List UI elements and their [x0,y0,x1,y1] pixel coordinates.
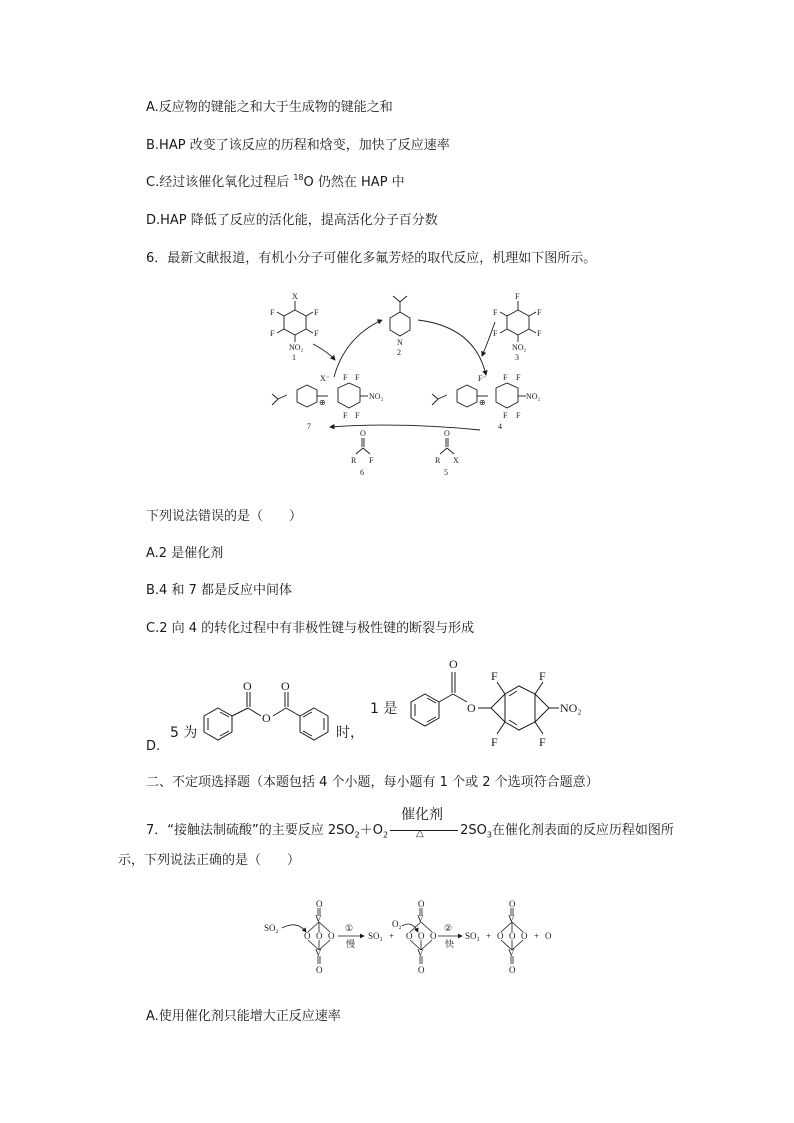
q6-option-d-part2: 时， [336,725,364,741]
atom-no2: NO₂ [369,392,384,401]
atom-o: O [316,965,323,975]
atom-o: O [262,711,271,725]
q5-option-c-text: C.经过该催化氧化过程后 [146,175,294,190]
atom-o: O [449,657,458,671]
compound-label-7: 7 [307,422,311,431]
q7-option-a: A.使用催化剂只能增大正反应速率 [146,1009,341,1024]
atom-x: X [453,456,459,465]
atom-o: O [509,931,516,941]
compound-label-6: 6 [360,468,364,477]
atom-x-1: X [292,292,298,301]
atom-f: F [516,373,521,382]
atom-f: F [503,373,508,382]
q6-option-a: A.2 是催化剂 [146,546,224,561]
q6-stem: 6．最新文献报道，有机小分子可催化多氟芳烃的取代反应，机理如下图所示。 [146,251,597,266]
compound-label-5: 5 [444,468,448,477]
atom-f: F [503,411,508,420]
atom-o: O [430,931,437,941]
q6-option-d-part3: 1 是 [370,701,398,717]
ester-structure [405,650,595,758]
atom-no2: NO₂ [512,343,527,352]
atom-r: R [351,456,357,465]
atom-f: F [270,329,275,338]
atom-o: O [467,701,476,715]
plus-sign: + [534,931,540,941]
plus-sign: + [389,931,395,941]
equilibrium-arrow [390,830,458,831]
atom-o: O [545,931,552,941]
compound-label-3: 3 [515,353,519,362]
atom-o: O [509,965,516,975]
atom-f: F [343,411,348,420]
atom-o: O [360,429,366,438]
atom-o: O [406,931,413,941]
atom-o: O [418,931,425,941]
atom-v: V [315,914,322,924]
so3-label: SO₃ [368,931,383,941]
subscript: 2 [354,830,360,840]
isotope-superscript: 18 [293,173,304,182]
positive-charge: ⊕ [319,398,326,407]
compound-label-4: 4 [498,422,502,431]
subscript: 2 [382,830,389,840]
q6-option-c: C.2 向 4 的转化过程中有非极性键与极性键的断裂与形成 [146,621,475,636]
so3-label: SO₃ [465,931,480,941]
step-2-label: ② [444,923,453,933]
q5-option-a: A.反应物的键能之和大于生成物的键能之和 [146,100,393,115]
atom-f: F [355,373,360,382]
atom-f: F [314,329,319,338]
atom-no2: NO₂ [526,392,541,401]
step-1-label: ① [345,923,354,933]
atom-o: O [418,965,425,975]
q5-option-c-text-end: O 仍然在 HAP 中 [303,175,405,190]
atom-f: F [493,308,498,317]
atom-f: F [270,308,275,317]
atom-no2: NO₂ [560,701,582,715]
section-2-heading: 二、不定项选择题（本题包括 4 个小题，每小题有 1 个或 2 个选项符合题意） [146,775,599,790]
atom-f: F [539,735,546,749]
atom-o: O [444,429,450,438]
atom-f: F [493,329,498,338]
atom-o: O [497,931,504,941]
atom-x-minus: X⁻ [320,374,330,383]
q6-option-d-letter: D. [146,739,161,754]
q6-option-b: B.4 和 7 都是反应中间体 [146,583,292,598]
catalyst-label: 催化剂 [401,807,443,823]
subscript: 3 [486,830,492,840]
atom-o: O [316,931,323,941]
atom-v: V [417,914,424,924]
atom-f: F [491,735,498,749]
atom-v: V [508,914,515,924]
atom-v: V [315,948,322,958]
atom-r: R [435,456,441,465]
step-2-speed: 快 [445,939,455,949]
atom-f: F [369,456,374,465]
q6-question: 下列说法错误的是（ ） [146,509,303,524]
q6-mechanism-diagram [250,282,550,482]
positive-charge: ⊕ [479,398,486,407]
atom-f: F [491,669,498,683]
q5-option-c [146,174,405,193]
atom-o: O [328,931,335,941]
q7-stem-line2: 示，下列说法正确的是（ ） [118,853,301,868]
atom-f: F [537,308,542,317]
step-1-speed: 慢 [346,939,356,949]
atom-f: F [515,292,520,301]
atom-v: V [508,948,515,958]
atom-f: F [355,411,360,420]
q7-product: 2SO [460,823,487,838]
so2-label: SO₂ [264,923,279,933]
atom-o: O [243,679,252,693]
q5-option-d: D.HAP 降低了反应的活化能，提高活化分子百分数 [146,213,438,228]
q7-eq-mid: ＋O [359,823,383,838]
atom-o: O [509,899,516,909]
heat-label: △ [416,828,424,839]
atom-f-minus: F⁻ [478,374,487,383]
atom-o: O [281,679,290,693]
atom-f: F [343,373,348,382]
atom-f: F [314,308,319,317]
plus-sign: + [486,931,492,941]
compound-label-1: 1 [292,353,296,362]
atom-o: O [418,899,425,909]
atom-n: N [397,338,403,347]
q7-reaction-diagram [262,898,562,976]
atom-o: O [521,931,528,941]
q7-stem [146,822,674,845]
o2-label: O₂ [392,919,402,929]
q6-option-d-part1: 5 为 [170,725,198,741]
benzoic-anhydride-structure [200,678,335,750]
atom-v: V [417,948,424,958]
atom-f: F [539,669,546,683]
q5-option-b: B.HAP 改变了该反应的历程和焓变，加快了反应速率 [146,138,450,153]
compound-label-2: 2 [397,348,401,357]
atom-f: F [516,411,521,420]
q7-stem-start: 7．“接触法制硫酸”的主要反应 2SO [146,823,355,838]
q7-stem-end: 在催化剂表面的反应历程如图所 [491,823,674,838]
atom-no2: NO₂ [289,343,304,352]
atom-o: O [316,899,323,909]
atom-f: F [537,329,542,338]
atom-o: O [304,931,311,941]
